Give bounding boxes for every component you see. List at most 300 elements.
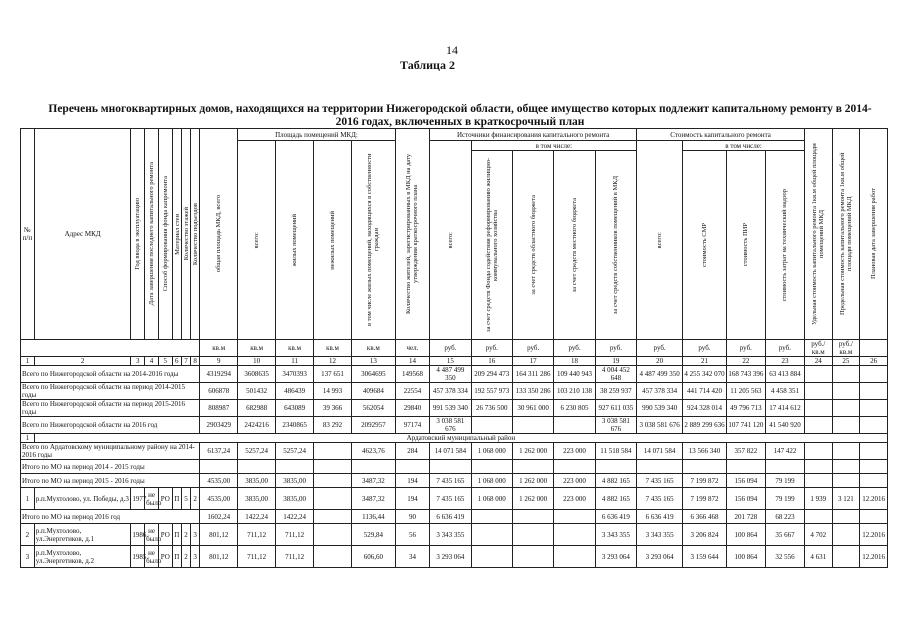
header-residents: Количество жителей, зарегистрированных в МКД на дату утверждения краткосрочного плана (405, 153, 420, 315)
row-value: 109 440 943 (554, 366, 595, 383)
house-value (314, 488, 352, 510)
row-value: 164 311 286 (512, 366, 553, 383)
row-value (395, 460, 429, 474)
house-entrances: 2 (191, 488, 200, 510)
house-value: 34 (395, 546, 429, 568)
unit-label: кв.м (352, 340, 396, 357)
house-last-repair: не было (145, 546, 159, 568)
row-value: 223 000 (554, 474, 595, 488)
house-address: р.п.Мухтолово, ул.Энергетиков, д.2 (34, 546, 131, 568)
house-year: 1985 (131, 546, 145, 568)
row-value: 3470393 (276, 366, 314, 383)
row-value: 83 292 (314, 417, 352, 434)
house-value: 1 068 000 (471, 488, 512, 510)
column-number: 24 (805, 357, 833, 366)
row-value (554, 417, 595, 434)
column-number: 16 (471, 357, 512, 366)
unit-label: руб./кв.м (805, 340, 833, 357)
header-area-living: жилых помещений (291, 213, 299, 267)
section-name: Ардатовский муниципальный район (34, 434, 887, 443)
row-value: 14 071 584 (430, 443, 471, 460)
row-value (512, 417, 553, 434)
row-value: 13 566 340 (683, 443, 727, 460)
house-entrances: 3 (191, 524, 200, 546)
house-value: 7 199 872 (683, 488, 727, 510)
row-value (637, 460, 683, 474)
row-value: 194 (395, 474, 429, 488)
row-value: 441 714 420 (683, 383, 727, 400)
house-value (512, 546, 553, 568)
header-fund-all: всего: (446, 231, 454, 249)
house-value: 3835,00 (238, 488, 276, 510)
house-address: р.п.Мухтолово, ул. Победы, д.3 (34, 488, 131, 510)
row-value: 357 822 (726, 443, 765, 460)
row-value: 7 199 872 (683, 474, 727, 488)
row-value: 39 366 (314, 400, 352, 417)
unit-label: чел. (395, 340, 429, 357)
row-value: 990 539 340 (637, 400, 683, 417)
row-value: 107 741 120 (726, 417, 765, 434)
row-label: Всего по Нижегородской области на 2016 год (21, 417, 200, 434)
house-value: 56 (395, 524, 429, 546)
row-value (238, 460, 276, 474)
column-number: 2 (34, 357, 131, 366)
row-label: Итого по МО на период 2015 - 2016 годы (21, 474, 200, 488)
column-number: 5 (158, 357, 172, 366)
house-value (554, 524, 595, 546)
house-value: 194 (395, 488, 429, 510)
row-value (805, 417, 833, 434)
row-value (276, 460, 314, 474)
row-value (512, 510, 553, 524)
row-value: 1422,24 (238, 510, 276, 524)
row-value: 5257,24 (276, 443, 314, 460)
house-value: 35 667 (765, 524, 804, 546)
house-plan-date: 12.2016 (860, 524, 888, 546)
house-value: 3 206 824 (683, 524, 727, 546)
header-fund-incl: в том числе: (471, 141, 637, 151)
unit-label: кв.м (238, 340, 276, 357)
header-fund-method: Способ формирования фонда капремонта (161, 176, 169, 292)
row-value: 11 205 563 (726, 383, 765, 400)
unit-label: руб. (726, 340, 765, 357)
row-value (860, 474, 888, 488)
row-value: 3 038 581 676 (595, 417, 636, 434)
header-cost-incl: в том числе: (683, 141, 805, 151)
house-value: 3 159 644 (683, 546, 727, 568)
row-value: 4535,00 (200, 474, 238, 488)
row-value: 284 (395, 443, 429, 460)
house-value (512, 524, 553, 546)
house-unit-cost: 4 702 (805, 524, 833, 546)
house-max-cost: 3 121 (832, 488, 860, 510)
house-value: 3 293 064 (430, 546, 471, 568)
row-value (471, 460, 512, 474)
row-value: 223 000 (554, 443, 595, 460)
row-label: Всего по Нижегородской области на период 2015-2016 годы (21, 400, 200, 417)
row-value: 79 199 (765, 474, 804, 488)
row-value: 7 435 165 (430, 474, 471, 488)
subtotal-row (21, 510, 888, 524)
row-value: 3487,32 (352, 474, 396, 488)
house-max-cost (832, 546, 860, 568)
row-value: 30 961 000 (512, 400, 553, 417)
section-number: 1 (21, 434, 35, 443)
header-plan-date: Плановая дата завершения работ (870, 188, 878, 280)
header-cost-group: Стоимость капитального ремонта (637, 129, 805, 141)
header-funding-group: Источники финансирования капитального ремонта (430, 129, 637, 141)
row-value: 4623,76 (352, 443, 396, 460)
unit-label: руб./кв.м (832, 340, 860, 357)
house-value: 606,60 (352, 546, 396, 568)
row-value (554, 460, 595, 474)
header-wall-material: Материал стен (173, 213, 181, 255)
house-number: 3 (21, 546, 35, 568)
column-numbers-row (21, 357, 888, 366)
row-value: 606878 (200, 383, 238, 400)
document-title: Перечень многоквартирных домов, находящихся на территории Нижегородской области, общее имущество которых подлежит капитальному ремонту в 2014-2016 годах, включенных в краткосрочный план (48, 103, 872, 128)
column-number: 13 (352, 357, 396, 366)
row-value: 97174 (395, 417, 429, 434)
row-value (805, 383, 833, 400)
header-cost-tech: стоимость затрат на технический надзор (781, 188, 789, 302)
row-value: 17 414 612 (765, 400, 804, 417)
house-value: 3 343 355 (595, 524, 636, 546)
row-value (726, 460, 765, 474)
unit-label: кв.м (276, 340, 314, 357)
row-value (352, 460, 396, 474)
row-value: 5257,24 (238, 443, 276, 460)
unit-label: кв.м (314, 340, 352, 357)
house-fund-method: РО (158, 488, 172, 510)
house-year: 1986 (131, 524, 145, 546)
row-value: 137 651 (314, 366, 352, 383)
house-value: 711,12 (238, 546, 276, 568)
column-number: 6 (172, 357, 181, 366)
house-value: 32 556 (765, 546, 804, 568)
row-value: 1422,24 (276, 510, 314, 524)
house-number: 2 (21, 524, 35, 546)
unit-label: руб. (430, 340, 471, 357)
header-fund-reform: за счет средств Фонда содействия реформированию жилищно-коммунального хозяйства (484, 157, 499, 333)
row-value: 457 378 334 (430, 383, 471, 400)
header-area-nonliving: нежилых помещений (329, 210, 337, 270)
row-value: 808987 (200, 400, 238, 417)
row-value: 209 294 473 (471, 366, 512, 383)
house-value (314, 524, 352, 546)
row-value: 133 350 286 (512, 383, 553, 400)
house-max-cost (832, 524, 860, 546)
house-unit-cost: 4 631 (805, 546, 833, 568)
header-floors: Количество этажей (182, 207, 190, 261)
row-value: 1 262 000 (512, 474, 553, 488)
house-last-repair: не было (145, 488, 159, 510)
house-value: 711,12 (238, 524, 276, 546)
row-value (832, 460, 860, 474)
house-floors: 2 (181, 524, 190, 546)
row-value: 11 518 584 (595, 443, 636, 460)
row-value: 501432 (238, 383, 276, 400)
row-value (860, 366, 888, 383)
house-value: 100 864 (726, 524, 765, 546)
row-value: 4 487 499 350 (430, 366, 471, 383)
row-value: 2 889 299 636 (683, 417, 727, 434)
house-value: 156 094 (726, 488, 765, 510)
house-value: 100 864 (726, 546, 765, 568)
section-row (21, 434, 888, 443)
row-value: 63 413 884 (765, 366, 804, 383)
row-value (860, 383, 888, 400)
row-value (430, 460, 471, 474)
house-row (21, 524, 888, 546)
house-floors: 2 (181, 546, 190, 568)
row-value: 2092957 (352, 417, 396, 434)
row-value: 4319294 (200, 366, 238, 383)
house-year: 1977 (131, 488, 145, 510)
unit-label: руб. (683, 340, 727, 357)
column-number: 26 (860, 357, 888, 366)
row-value: 4 255 342 070 (683, 366, 727, 383)
row-value: 22554 (395, 383, 429, 400)
header-cost-pir: стоимость ПИР (742, 223, 750, 267)
column-number: 9 (200, 357, 238, 366)
row-value (805, 474, 833, 488)
row-value: 192 557 973 (471, 383, 512, 400)
house-value: 529,84 (352, 524, 396, 546)
district-row (21, 443, 888, 460)
summary-row (21, 417, 888, 434)
row-value (200, 460, 238, 474)
house-value (314, 546, 352, 568)
house-value: 3 343 355 (637, 524, 683, 546)
row-value: 3608635 (238, 366, 276, 383)
row-value (805, 366, 833, 383)
house-value (554, 546, 595, 568)
row-value (860, 443, 888, 460)
header-cost-all: всего: (656, 231, 664, 249)
row-value: 38 259 937 (595, 383, 636, 400)
row-value: 682988 (238, 400, 276, 417)
row-value: 14 071 584 (637, 443, 683, 460)
row-value: 3835,00 (238, 474, 276, 488)
house-floors: 5 (181, 488, 190, 510)
row-value (805, 400, 833, 417)
row-value: 1136,44 (352, 510, 396, 524)
column-number: 19 (595, 357, 636, 366)
row-value (832, 443, 860, 460)
row-value: 4 882 165 (595, 474, 636, 488)
header-area-all: всего: (253, 231, 261, 249)
header-address: Адрес МКД (34, 129, 131, 340)
header-area-owned: в том числе жилых помещений, находящихся в собственности граждан (366, 153, 381, 327)
summary-row (21, 383, 888, 400)
column-number: 15 (430, 357, 471, 366)
house-value: 7 435 165 (430, 488, 471, 510)
column-number: 25 (832, 357, 860, 366)
column-number: 23 (765, 357, 804, 366)
column-number: 20 (637, 357, 683, 366)
house-value (471, 546, 512, 568)
header-entrances: Количество подъездов (192, 202, 200, 266)
column-number: 17 (512, 357, 553, 366)
house-value: 3 293 064 (595, 546, 636, 568)
house-value: 4535,00 (200, 488, 238, 510)
header-fund-local: за счет средств местного бюджета (571, 197, 579, 293)
header-max-cost: Предельная стоимость капитального ремонта 1кв.м общей площади помещений МКД (838, 152, 853, 316)
column-number: 10 (238, 357, 276, 366)
row-value (683, 460, 727, 474)
row-value: 2903429 (200, 417, 238, 434)
unit-label: кв.м (200, 340, 238, 357)
header-fund-owners: за счет средств собственников помещений в МКД (612, 175, 620, 315)
house-value: 711,12 (276, 546, 314, 568)
column-number: 4 (145, 357, 159, 366)
row-value (471, 510, 512, 524)
units-row (21, 340, 888, 357)
row-value: 4 458 351 (765, 383, 804, 400)
row-value (832, 417, 860, 434)
page-number: 14 (446, 43, 458, 57)
house-number: 1 (21, 488, 35, 510)
header-cost-smr: стоимость СМР (700, 223, 708, 267)
row-value: 4 487 499 350 (637, 366, 683, 383)
house-wall: П (172, 546, 181, 568)
column-number: 22 (726, 357, 765, 366)
units-spacer (21, 340, 200, 357)
house-value: 1 262 000 (512, 488, 553, 510)
header-year-built: Год ввода в эксплуатацию (134, 198, 142, 270)
row-value (314, 460, 352, 474)
summary-row (21, 366, 888, 383)
house-wall: П (172, 488, 181, 510)
header-area-group: Площадь помещений МКД: (238, 129, 396, 141)
row-value: 924 328 014 (683, 400, 727, 417)
row-value: 1 068 000 (471, 443, 512, 460)
house-value: 711,12 (276, 524, 314, 546)
house-plan-date: 12.2016 (860, 546, 888, 568)
row-value: 14 993 (314, 383, 352, 400)
house-value: 801,12 (200, 546, 238, 568)
row-value: 562054 (352, 400, 396, 417)
house-value: 223 000 (554, 488, 595, 510)
column-number: 21 (683, 357, 727, 366)
unit-label: руб. (554, 340, 595, 357)
house-address: р.п.Мухтолово, ул.Энергетиков, д.1 (34, 524, 131, 546)
row-value: 149568 (395, 366, 429, 383)
unit-label: руб. (765, 340, 804, 357)
house-value: 7 435 165 (637, 488, 683, 510)
row-value (832, 510, 860, 524)
row-value: 6 636 419 (595, 510, 636, 524)
row-value (805, 510, 833, 524)
district-row (21, 474, 888, 488)
house-value: 801,12 (200, 524, 238, 546)
row-value: 927 611 035 (595, 400, 636, 417)
row-value: 4 004 452 648 (595, 366, 636, 383)
row-value: 2424216 (238, 417, 276, 434)
row-value: 1 262 000 (512, 443, 553, 460)
row-value: 201 728 (726, 510, 765, 524)
row-value: 3 038 581 676 (637, 417, 683, 434)
house-fund-method: РО (158, 524, 172, 546)
row-value: 6 230 805 (554, 400, 595, 417)
house-value (471, 524, 512, 546)
row-value: 26 736 500 (471, 400, 512, 417)
row-value (832, 474, 860, 488)
unit-label: руб. (471, 340, 512, 357)
row-value (832, 366, 860, 383)
housing-table (20, 128, 888, 568)
row-value (860, 400, 888, 417)
row-value (512, 460, 553, 474)
house-entrances: 3 (191, 546, 200, 568)
row-value (860, 460, 888, 474)
house-value: 3487,32 (352, 488, 396, 510)
unit-label: руб. (595, 340, 636, 357)
unit-label (860, 340, 888, 357)
row-value: 486439 (276, 383, 314, 400)
house-value: 3835,00 (276, 488, 314, 510)
house-value: 79 199 (765, 488, 804, 510)
row-value (314, 474, 352, 488)
row-value: 643089 (276, 400, 314, 417)
column-number: 18 (554, 357, 595, 366)
row-value: 6137,24 (200, 443, 238, 460)
row-value (595, 460, 636, 474)
row-value: 457 378 334 (637, 383, 683, 400)
house-value: 3 343 355 (430, 524, 471, 546)
row-value (805, 460, 833, 474)
house-value: 3 293 064 (637, 546, 683, 568)
house-unit-cost: 1 939 (805, 488, 833, 510)
row-value: 3 038 581 676 (430, 417, 471, 434)
row-value: 7 435 165 (637, 474, 683, 488)
unit-label: руб. (512, 340, 553, 357)
row-value (832, 383, 860, 400)
row-value (765, 460, 804, 474)
table-body (21, 366, 888, 568)
header-fund-region: за счет средств областного бюджета (529, 195, 537, 295)
row-value: 49 796 713 (726, 400, 765, 417)
row-label: Всего по Ардатовскому муниципальному району на 2014-2016 годы (21, 443, 200, 460)
row-label: Всего по Нижегородской области на период 2014-2015 годы (21, 383, 200, 400)
row-value (314, 510, 352, 524)
row-label: Итого по МО на период 2014 - 2015 годы (21, 460, 200, 474)
row-value: 147 422 (765, 443, 804, 460)
row-value (860, 417, 888, 434)
row-value (860, 510, 888, 524)
row-value: 2340865 (276, 417, 314, 434)
house-last-repair: не было (145, 524, 159, 546)
row-value (832, 400, 860, 417)
row-value: 29840 (395, 400, 429, 417)
header-num: № п/п (21, 129, 35, 340)
row-value: 156 094 (726, 474, 765, 488)
row-value: 6 636 419 (430, 510, 471, 524)
row-label: Всего по Нижегородской области на 2014-2016 годы (21, 366, 200, 383)
column-number: 8 (191, 357, 200, 366)
unit-label: руб. (637, 340, 683, 357)
row-value: 103 210 138 (554, 383, 595, 400)
header-last-repair: Дата завершения последнего капитального ремонта (148, 162, 156, 306)
house-plan-date: 12.2016 (860, 488, 888, 510)
row-value: 41 540 920 (765, 417, 804, 434)
column-number: 12 (314, 357, 352, 366)
house-value: 4 882 165 (595, 488, 636, 510)
row-value: 90 (395, 510, 429, 524)
row-value: 68 223 (765, 510, 804, 524)
row-value: 1 068 000 (471, 474, 512, 488)
